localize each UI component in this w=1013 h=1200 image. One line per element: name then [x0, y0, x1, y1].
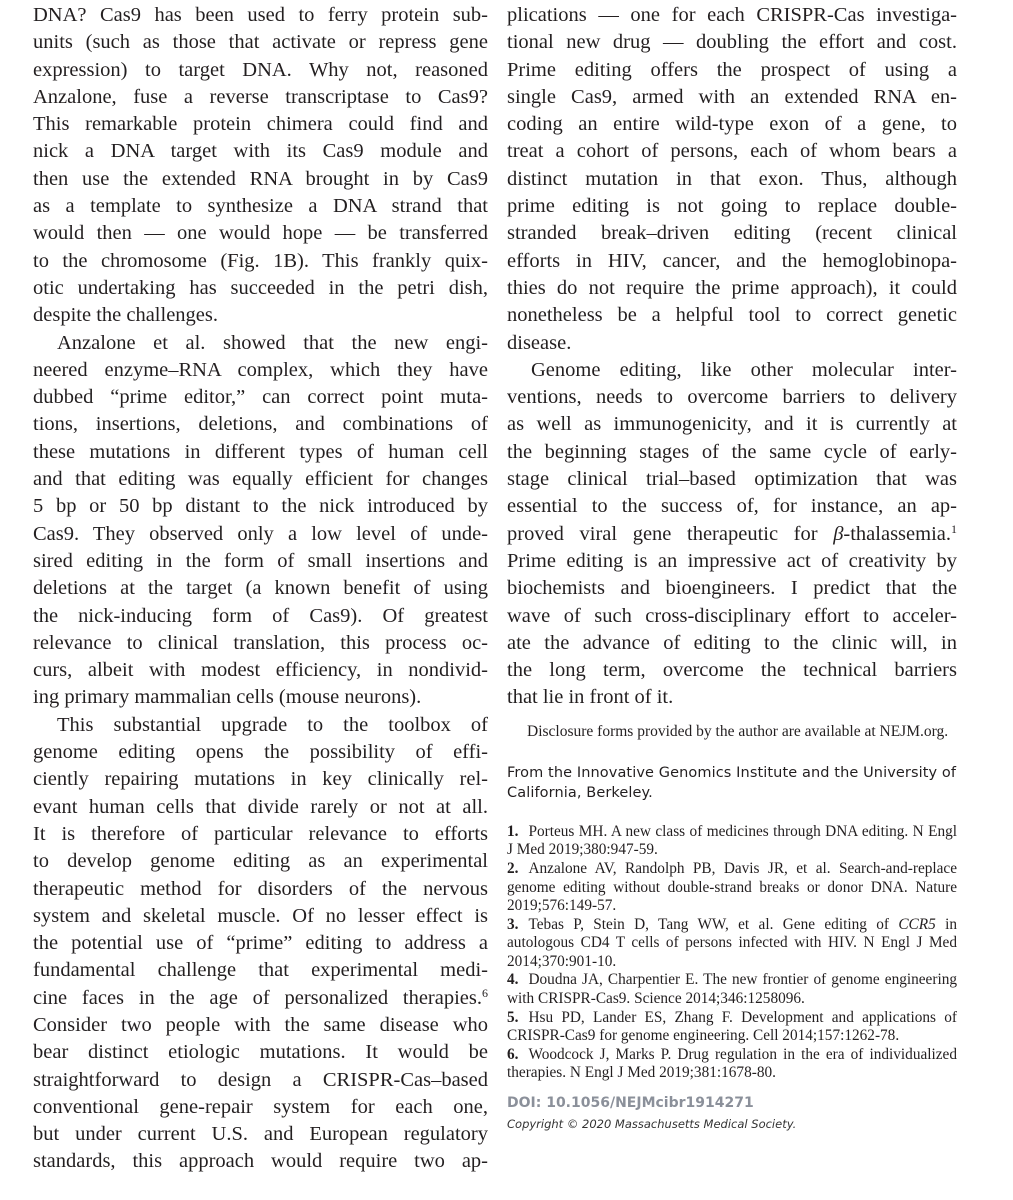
text-line: essential to the success of, for instance, an ap- — [507, 495, 957, 518]
text-line: relevance to clinical translation, this process oc- — [33, 631, 488, 654]
text-line: Prime editing offers the prospect of using a — [507, 58, 957, 81]
text-line: ventions, needs to overcome barriers to delivery — [507, 386, 957, 409]
disclosure-note: Disclosure forms provided by the author are available at NEJM.org. — [527, 722, 949, 740]
text-line: tional new drug — doubling the effort and cost. — [507, 31, 957, 54]
text-line — [507, 521, 957, 548]
text-line: to develop genome editing as an experimental — [33, 850, 488, 873]
text-line: despite the challenges. — [33, 304, 219, 327]
text-line: and that editing was equally efficient for changes — [33, 468, 488, 491]
reference-item — [507, 823, 957, 860]
text-line: Prime editing is an impressive act of creativity by — [507, 549, 957, 572]
text-line: straightforward to design a CRISPR-Cas–based — [33, 1068, 488, 1091]
line-text: -thalassemia. — [843, 522, 951, 545]
text-line: bear distinct etiologic mutations. It would be — [33, 1041, 488, 1064]
text-line: expression) to target DNA. Why not, reasoned — [33, 58, 488, 81]
reference-number: 2. — [507, 859, 519, 877]
text-line: otic undertaking has succeeded in the petri dish, — [33, 276, 488, 299]
text-line: 5 bp or 50 bp distant to the nick introduced by — [33, 495, 488, 518]
text-line: to the chromosome (Fig. 1B). This frankly quix- — [33, 249, 488, 272]
reference-number: 3. — [507, 915, 519, 933]
text-line: wave of such cross-disciplinary effort to acceler- — [507, 604, 957, 627]
text-line: tions, insertions, deletions, and combinations of — [33, 413, 488, 436]
text-line: prime editing is not going to replace double- — [507, 195, 957, 218]
text-line: biochemists and bioengineers. I predict that the — [507, 577, 957, 600]
copyright-notice: Copyright © 2020 Massachusetts Medical Society. — [507, 1117, 797, 1132]
text-line: Genome editing, like other molecular inter- — [531, 358, 957, 381]
text-line: stranded break–driven editing (recent clinical — [507, 222, 957, 245]
text-line — [33, 985, 488, 1012]
text-line: This substantial upgrade to the toolbox of — [57, 713, 488, 736]
reference-number: 6. — [507, 1045, 519, 1063]
reference-number: 4. — [507, 971, 519, 989]
text-line: single Cas9, armed with an extended RNA en- — [507, 85, 957, 108]
paragraph — [507, 357, 957, 712]
reference-number: 1. — [507, 822, 519, 840]
text-line: nick a DNA target with its Cas9 module and — [33, 140, 488, 163]
reference-text: in autologous CD4 T cells of persons infected with HIV. N Engl J Med 2014;370:901-10. — [507, 915, 957, 970]
reference-text: Woodcock J, Marks P. Drug regulation in the era of individualized therapies. N Engl J Med 2019;381:1678-80. — [507, 1045, 957, 1082]
text-line: distinct mutation in that exon. Thus, although — [507, 167, 957, 190]
text-line: then use the extended RNA brought in by Cas9 — [33, 167, 488, 190]
citation-superscript[interactable]: 6 — [482, 985, 488, 1000]
text-line: efforts in HIV, cancer, and the hemoglobinopa- — [507, 249, 957, 272]
reference-text: Doudna JA, Charpentier E. The new frontier of genome engineering with CRISPR-Cas9. Science 2014;346:1258096. — [507, 971, 957, 1008]
line-text: cine faces in the age of personalized therapies. — [33, 986, 482, 1009]
text-line: system and skeletal muscle. Of no lesser effect is — [33, 904, 488, 927]
reference-text: Anzalone AV, Randolph PB, Davis JR, et al. Search-and-replace genome editing without double-strand breaks or donor DNA. Nature 2019;576:149-57. — [507, 859, 957, 915]
text-line: would then — one would hope — be transferred — [33, 222, 488, 245]
doi-link[interactable]: DOI: 10.1056/NEJMcibr1914271 — [507, 1095, 754, 1112]
text-line: stage clinical trial–based optimization that was — [507, 468, 957, 491]
text-line: curs, albeit with modest efficiency, in nondivid- — [33, 659, 488, 682]
text-line: genome editing opens the possibility of effi- — [33, 741, 488, 764]
line-text: proved viral gene therapeutic for — [507, 522, 834, 545]
text-line: but under current U.S. and European regulatory — [33, 1123, 488, 1146]
reference-item — [507, 971, 957, 1008]
text-line: sired editing in the form of small insertions and — [33, 549, 488, 572]
text-line: the nick-inducing form of Cas9). Of greatest — [33, 604, 488, 627]
paragraph — [33, 330, 488, 712]
text-line: It is therefore of particular relevance to efforts — [33, 822, 488, 845]
text-line: that lie in front of it. — [507, 686, 674, 709]
text-line: DNA? Cas9 has been used to ferry protein sub- — [33, 4, 488, 26]
text-line: the beginning stages of the same cycle of early- — [507, 440, 957, 463]
right-body — [507, 2, 957, 712]
reference-text: Tebas P, Stein D, Tang WW, et al. Gene editing of — [528, 915, 899, 933]
text-line: these mutations in different types of human cell — [33, 440, 488, 463]
references-list — [507, 823, 957, 1083]
text-line: neered enzyme–RNA complex, which they have — [33, 358, 488, 381]
author-affiliation: From the Innovative Genomics Institute and the University of California, Berkeley. — [507, 764, 957, 801]
right-column — [507, 2, 957, 1131]
reference-text: Porteus MH. A new class of medicines through DNA editing. N Engl J Med 2019;380:947-59. — [507, 822, 957, 859]
text-line: nonetheless be a helpful tool to correct genetic — [507, 304, 957, 327]
paragraph — [507, 2, 957, 357]
text-line: conventional gene-repair system for each one, — [33, 1095, 488, 1118]
reference-item — [507, 916, 957, 972]
reference-text: Hsu PD, Lander ES, Zhang F. Development and applications of CRISPR-Cas9 for genome engineering. Cell 2014;157:1262-78. — [507, 1008, 957, 1045]
text-line: deletions at the target (a known benefit of using — [33, 577, 488, 600]
text-line: ate the advance of editing to the clinic will, in — [507, 631, 957, 654]
left-column — [33, 2, 488, 1176]
text-line: Anzalone et al. showed that the new engi- — [57, 331, 488, 354]
text-line: the long term, overcome the technical barriers — [507, 659, 957, 682]
text-line: therapeutic method for disorders of the nervous — [33, 877, 488, 900]
text-line: Consider two people with the same disease who — [33, 1013, 488, 1036]
text-line: treat a cohort of persons, each of whom bears a — [507, 140, 957, 163]
text-line: dubbed “prime editor,” can correct point muta- — [33, 386, 488, 409]
text-line: Cas9. They observed only a low level of unde- — [33, 522, 488, 545]
text-line: plications — one for each CRISPR-Cas investiga- — [507, 4, 957, 26]
text-line: fundamental challenge that experimental medi- — [33, 959, 488, 982]
paragraph — [33, 712, 488, 1176]
text-line: ing primary mammalian cells (mouse neurons). — [33, 686, 422, 709]
text-line: the potential use of “prime” editing to address a — [33, 932, 488, 955]
text-line: coding an entire wild-type exon of a gene, to — [507, 113, 957, 136]
text-line: Anzalone, fuse a reverse transcriptase to Cas9? — [33, 85, 488, 108]
text-line: disease. — [507, 331, 572, 354]
text-line: as well as immunogenicity, and it is currently at — [507, 413, 957, 436]
reference-item — [507, 860, 957, 916]
reference-item — [507, 1009, 957, 1046]
text-line: as a template to synthesize a DNA strand that — [33, 195, 488, 218]
text-line: thies do not require the prime approach), it could — [507, 276, 957, 299]
reference-number: 5. — [507, 1008, 519, 1026]
gene-name: CCR5 — [898, 915, 936, 933]
citation-superscript[interactable]: 1 — [951, 521, 957, 536]
text-line: evant human cells that divide rarely or not at all. — [33, 795, 488, 818]
text-line: units (such as those that activate or repress gene — [33, 31, 488, 54]
text-line: This remarkable protein chimera could find and — [33, 113, 488, 136]
text-line: ciently repairing mutations in key clinically rel- — [33, 768, 488, 791]
text-line: standards, this approach would require two ap- — [33, 1150, 488, 1173]
paragraph — [33, 2, 488, 330]
reference-item — [507, 1046, 957, 1083]
italic-text: β — [833, 522, 844, 545]
